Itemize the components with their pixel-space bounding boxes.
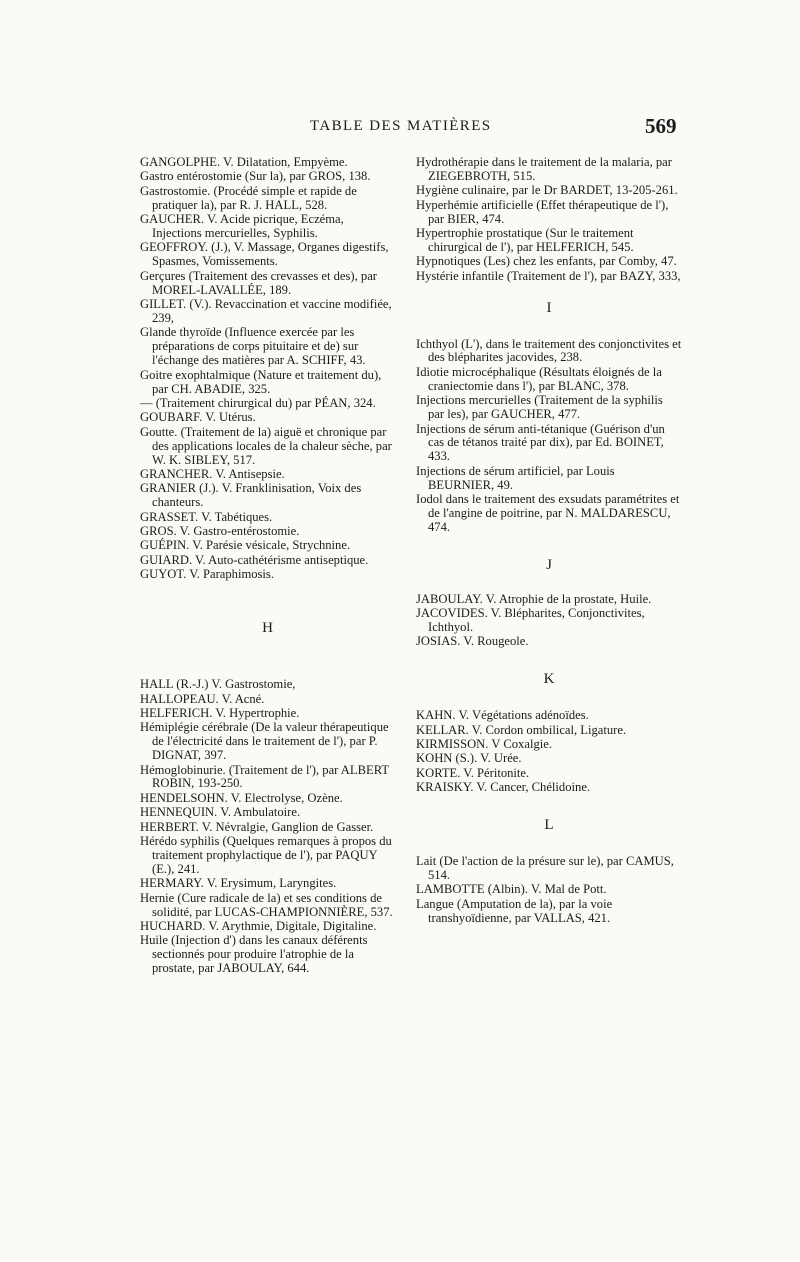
index-entry: Glande thyroïde (Influence exercée par les préparations de corps pituitaire et de) sur l'échange des matières par A. SCHIFF, 43. <box>140 325 366 368</box>
index-entry: HERBERT. V. Névralgie, Ganglion de Gasser. <box>140 819 374 834</box>
index-entry: Hémoglobinurie. (Traitement de l'), par ALBERT ROBIN, 193-250. <box>140 762 389 791</box>
index-entry: GRANIER (J.). V. Franklinisation, Voix des chanteurs. <box>140 481 362 510</box>
index-entry: GUÉPIN. V. Parésie vésicale, Strychnine. <box>140 538 351 553</box>
index-entry: Langue (Amputation de la), par la voie transhyoïdienne, par VALLAS, 421. <box>416 896 613 925</box>
entries-k <box>416 709 682 795</box>
index-entry: Hypertrophie prostatique (Sur le traitement chirurgical de l'), par HELFERICH, 545. <box>416 226 634 254</box>
index-entry: Injections de sérum artificiel, par Louis BEURNIER, 49. <box>416 463 615 492</box>
index-entry: HENNEQUIN. V. Ambulatoire. <box>140 805 301 820</box>
index-entry: Hydrothérapie dans le traitement de la malaria, par ZIEGEBROTH, 515. <box>416 155 672 183</box>
index-entry: Hyperhémie artificielle (Effet thérapeutique de l'), par BIER, 474. <box>416 197 669 226</box>
index-entry: GANGOLPHE. V. Dilatation, Empyème. <box>140 155 348 169</box>
index-entry: GRANCHER. V. Antisepsie. <box>140 466 285 481</box>
section-letter-j: J <box>546 556 552 573</box>
index-entry: Huile (Injection d') dans les canaux déférents sectionnés pour produire l'atrophie de la prostate, par JABOULAY, 644. <box>140 933 368 976</box>
index-entry: GUIARD. V. Auto-cathétérisme antiseptique. <box>140 552 369 567</box>
index-entry: Injections mercurielles (Traitement de la syphilis par les), par GAUCHER, 477. <box>416 393 663 422</box>
section-letter-i: I <box>546 299 552 316</box>
index-entry: — (Traitement chirurgical du) par PÉAN, 324. <box>140 395 376 410</box>
page-number: 569 <box>645 114 677 138</box>
index-entry: JOSIAS. V. Rougeole. <box>416 634 529 649</box>
index-entry: KAHN. V. Végétations adénoïdes. <box>416 708 589 723</box>
index-entry: GRASSET. V. Tabétiques. <box>140 509 273 524</box>
index-entry: KOHN (S.). V. Urée. <box>416 751 522 766</box>
index-entry: GOUBARF. V. Utérus. <box>140 410 256 425</box>
index-entry: Hernie (Cure radicale de la) et ses conditions de solidité, par LUCAS-CHAMPIONNIÈRE, 537. <box>140 890 393 919</box>
index-entry: Gastro entérostomie (Sur la), par GROS, 138. <box>140 169 371 184</box>
index-entry: GILLET. (V.). Revaccination et vaccine modifiée, 239, <box>140 297 392 325</box>
index-entry: Hystérie infantile (Traitement de l'), par BAZY, 333, <box>416 268 681 283</box>
index-entry: Hérédo syphilis (Quelques remarques à propos du traitement prophylactique de l'), par PAQUY (E.), 241. <box>140 834 392 876</box>
index-entry: HELFERICH. V. Hypertrophie. <box>140 705 300 720</box>
index-entry: Goitre exophtalmique (Nature et traitement du), par CH. ABADIE, 325. <box>140 367 382 396</box>
index-entry: JACOVIDES. V. Blépharites, Conjonctivites, Ichthyol. <box>416 606 645 634</box>
index-entry: HERMARY. V. Erysimum, Laryngites. <box>140 876 337 891</box>
running-title: TABLE DES MATIÈRES <box>310 118 492 134</box>
index-entry: Goutte. (Traitement de la) aiguë et chronique par des applications locales de la chaleur sèche, par W. K. SIBLEY, 517. <box>140 424 392 467</box>
section-letter-l: L <box>544 817 554 834</box>
right-column <box>416 156 682 926</box>
entries-l <box>416 855 682 926</box>
index-entry: HALLOPEAU. V. Acné. <box>140 691 265 706</box>
entries-j <box>416 593 682 650</box>
index-entry: JABOULAY. V. Atrophie de la prostate, Huile. <box>416 591 652 606</box>
index-entry: HENDELSOHN. V. Electrolyse, Ozène. <box>140 790 343 805</box>
entries-g <box>140 156 395 582</box>
index-entry: GUYOT. V. Paraphimosis. <box>140 567 274 582</box>
left-column <box>140 156 395 977</box>
index-entry: GEOFFROY. (J.), V. Massage, Organes digestifs, Spasmes, Vomissements. <box>140 240 389 269</box>
index-entry: LAMBOTTE (Albin). V. Mal de Pott. <box>416 882 607 897</box>
section-letter-k: K <box>543 671 555 688</box>
index-entry: KRAISKY. V. Cancer, Chélidoine. <box>416 780 591 795</box>
index-entry: HALL (R.-J.) V. Gastrostomie, <box>140 677 296 692</box>
index-entry: Hypnotiques (Les) chez les enfants, par Comby, 47. <box>416 254 677 269</box>
index-entry: Gerçures (Traitement des crevasses et des), par MOREL-LAVALLÉE, 189. <box>140 268 377 297</box>
index-entry: GROS. V. Gastro-entérostomie. <box>140 524 300 539</box>
index-entry: Iodol dans le traitement des exsudats paramétrites et de l'angine de poitrine, par N. MALDARESCU, 474. <box>416 492 680 534</box>
index-entry: KELLAR. V. Cordon ombilical, Ligature. <box>416 722 627 737</box>
entries-h-continued <box>416 156 682 284</box>
page-header <box>0 114 800 144</box>
index-entry: HUCHARD. V. Arythmie, Digitale, Digitaline. <box>140 919 377 933</box>
entries-i <box>416 338 682 535</box>
index-entry: Gastrostomie. (Procédé simple et rapide de pratiquer la), par R. J. HALL, 528. <box>140 183 357 212</box>
index-entry: GAUCHER. V. Acide picrique, Eczéma, Injections mercurielles, Syphilis. <box>140 212 344 241</box>
index-entry: Hémiplégie cérébrale (De la valeur thérapeutique de l'électricité dans le traitement de l'), par P. DIGNAT, 397. <box>140 720 389 763</box>
index-entry: Lait (De l'action de la présure sur le), par CAMUS, 514. <box>416 854 674 882</box>
section-letter-h: H <box>262 620 273 637</box>
index-entry: Injections de sérum anti-tétanique (Guérison d'un cas de tétanos traité par dix), par Ed. BOINET, 433. <box>416 421 665 464</box>
index-entry: KIRMISSON. V Coxalgie. <box>416 737 552 751</box>
entries-h <box>140 678 395 976</box>
index-entry: Idiotie microcéphalique (Résultats éloignés de la craniectomie dans l'), par BLANC, 378. <box>416 364 662 393</box>
index-entry: Hygiène culinaire, par le Dr BARDET, 13-205-261. <box>416 183 678 198</box>
index-entry: Ichthyol (L'), dans le traitement des conjonctivites et des blépharites jacovides, 238. <box>416 336 682 365</box>
index-entry: KORTE. V. Péritonite. <box>416 765 530 780</box>
